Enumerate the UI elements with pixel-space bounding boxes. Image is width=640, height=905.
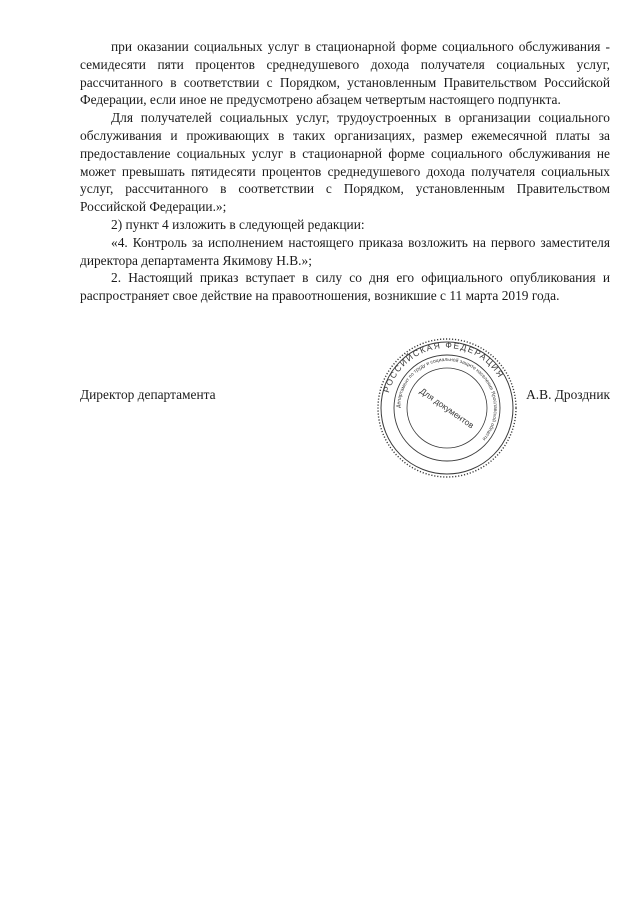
signatory-title: Директор департамента [80, 387, 216, 402]
paragraph-point-4-amendment: 2) пункт 4 изложить в следующей редакции: [111, 216, 365, 232]
seal-inner-text: Департамент по труду и социальной защите населения Ярославской области [395, 356, 499, 442]
seal-center-text: Для документов [418, 385, 476, 431]
paragraph-effective-date: 2. Настоящий приказ вступает в силу со дня его официального опубликования и распространяет свое действие на правоотношения, возникшие с 11 марта 2019 года. [80, 270, 610, 304]
paragraph-employed-recipients: Для получателей социальных услуг, трудоустроенных в организации социального обслуживания и проживающих в таких организациях, размер ежемесячной платы за предоставление социальных услуг в стационарной форме социального обслуживания не может превышать пятидесяти процентов среднедушевого дохода получателя социальных услуг, рассчитанного в соответствии с Порядком, установленным Правительством Российской Федерации.»; [80, 110, 610, 215]
signatory-name: А.В. Дроздник [526, 387, 610, 402]
paragraph-point-4-text: «4. Контроль за исполнением настоящего приказа возложить на первого заместителя директора департамента Якимову Н.В.»; [80, 234, 610, 268]
signature-block [80, 386, 610, 406]
paragraph-subpoint-continuation: при оказании социальных услуг в стационарной форме социального обслуживания - семидесяти пяти процентов среднедушевого дохода получателя социальных услуг, рассчитанного в соответствии с Порядком, установленным Правительством Российской Федерации, если иное не предусмотрено абзацем четвертым настоящего подпункта. [80, 39, 610, 108]
seal-outer-text: РОССИЙСКАЯ ФЕДЕРАЦИЯ [381, 339, 507, 394]
document-body [80, 38, 610, 305]
official-seal-stamp [376, 337, 518, 479]
